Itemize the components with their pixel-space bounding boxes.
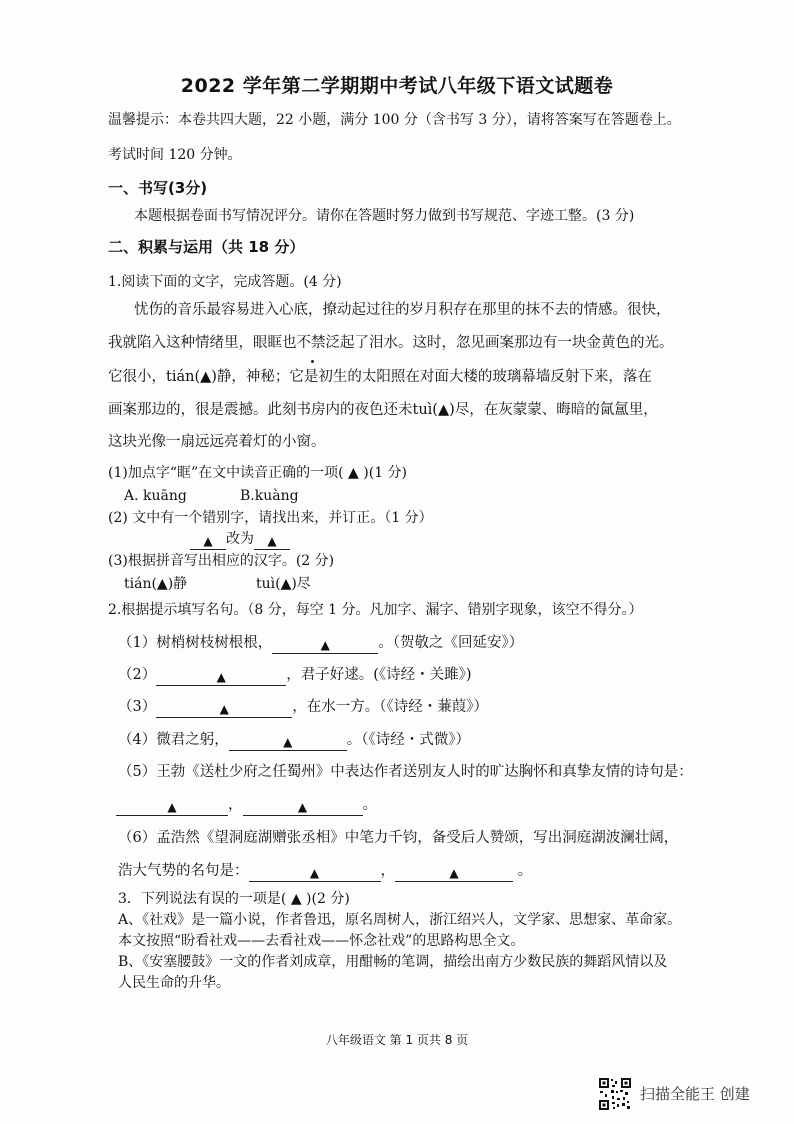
q1-sub1-option-b: B.kuàng xyxy=(240,488,299,504)
page-footer: 八年级语文 第 1 页共 8 页 xyxy=(325,1033,469,1047)
answer-blank[interactable]: ▲ xyxy=(395,866,513,882)
answer-blank[interactable]: ▲ xyxy=(254,534,290,550)
q2-item-1: （1）树梢树枝树根根， ▲ 。（贺敬之《回延安》） xyxy=(118,635,524,652)
answer-blank[interactable]: ▲ xyxy=(243,800,363,816)
scanner-watermark: 扫描全能王 创建 xyxy=(640,1085,750,1103)
section-1-heading: 一、书写(3分) xyxy=(108,179,208,197)
answer-blank[interactable]: ▲ xyxy=(116,800,228,816)
q3-option-a-cont: 本文按照“盼看社戏——去看社戏——怀念社戏”的思路构思全文。 xyxy=(118,933,525,949)
answer-blank[interactable]: ▲ xyxy=(156,702,292,718)
q1-sub3-answer-2: tuì(▲)尽 xyxy=(256,576,311,592)
page-title: 2022 学年第二学期期中考试八年级下语文试题卷 xyxy=(180,75,614,97)
section-2-heading: 二、积累与运用（共 18 分） xyxy=(108,238,305,256)
answer-blank[interactable]: ▲ xyxy=(156,670,286,686)
q2-item-2: （2） ▲ ，君子好逑。(《诗经・关雎》) xyxy=(118,667,472,684)
q2-item-6: （6）孟浩然《望洞庭湖赠张丞相》中笔力千钧，备受后人赞颂，写出洞庭湖波澜壮阔， xyxy=(118,830,679,846)
q2-item-5-answer: ▲ ， ▲ 。 xyxy=(116,795,377,816)
q3-option-b: B、《安塞腰鼓》一文的作者刘成章，用酣畅的笔调，描绘出南方少数民族的舞蹈风情以及 xyxy=(118,954,668,970)
q2-item-5: （5）王勃《送杜少府之任蜀州》中表达作者送别友人时的旷达胸怀和真挚友情的诗句是： xyxy=(118,764,693,780)
q3-option-b-cont: 人民生命的升华。 xyxy=(118,975,230,991)
q1-passage-line-3: 它很小，tián(▲)静，神秘；它是初生的太阳照在对面大楼的玻璃幕墙反射下来，落在 xyxy=(108,369,652,385)
q1-sub2-answer: ▲ 改为 ▲ xyxy=(190,529,290,550)
q2-item-4: （4）微君之躬， ▲ 。（《诗经・式微》） xyxy=(118,732,470,749)
qr-code-icon xyxy=(598,1077,632,1111)
q2-item-3: （3） ▲ ，在水一方。（《诗经・蒹葭》） xyxy=(118,699,488,716)
q1-sub1: (1)加点字“眶”在文中读音正确的一项( ▲ )(1 分) xyxy=(108,465,408,481)
q1-passage-line-1: 忧伤的音乐最容易进入心底，撩动起过往的岁月积存在那里的抹不去的情感。很快， xyxy=(134,302,671,318)
emphasis-dot xyxy=(311,360,314,363)
q2-item-6-answer: 浩大气势的名句是： ▲ ， ▲ 。 xyxy=(118,863,533,880)
notice-line-1: 温馨提示：本卷共四大题，22 小题，满分 100 分（含书写 3 分），请将答案写在答题卷上。 xyxy=(108,112,681,128)
q1-sub3-answer-1: tián(▲)静 xyxy=(124,576,188,592)
q1-stem: 1.阅读下面的文字，完成答题。(4 分) xyxy=(108,274,342,290)
q1-passage-line-2: 我就陷入这种情绪里，眼眶也不禁泛起了泪水。这时，忽见画案那边有一块金黄色的光。 xyxy=(108,335,674,351)
q1-sub2: (2) 文中有一个错别字，请找出来，并订正。（1 分） xyxy=(108,510,433,526)
q3-stem: 3．下列说法有误的一项是( ▲ )(2 分) xyxy=(118,891,350,907)
section-1-text: 本题根据卷面书写情况评分。请你在答题时努力做到书写规范、字迹工整。(3 分) xyxy=(134,208,635,224)
answer-blank[interactable]: ▲ xyxy=(190,534,226,550)
answer-blank[interactable]: ▲ xyxy=(272,638,378,654)
q1-sub3: (3)根据拼音写出相应的汉字。(2 分) xyxy=(108,553,335,569)
q3-option-a: A、《社戏》是一篇小说，作者鲁迅，原名周树人，浙江绍兴人，文学家、思想家、革命家。 xyxy=(118,912,682,928)
answer-blank[interactable]: ▲ xyxy=(249,866,381,882)
q1-passage-line-5: 这块光像一扇远远亮着灯的小窗。 xyxy=(108,434,326,450)
q2-stem: 2.根据提示填写名句。（8 分，每空 1 分。凡加字、漏字、错别字现象，该空不得分。） xyxy=(108,602,643,618)
answer-blank[interactable]: ▲ xyxy=(229,735,347,751)
q1-passage-line-4: 画案那边的，很是震撼。此刻书房内的夜色还未tuì(▲)尽，在灰蒙蒙、晦暗的氤氲里， xyxy=(108,402,658,418)
notice-line-2: 考试时间 120 分钟。 xyxy=(108,147,242,163)
q1-sub1-option-a: A. kuāng xyxy=(124,488,187,504)
